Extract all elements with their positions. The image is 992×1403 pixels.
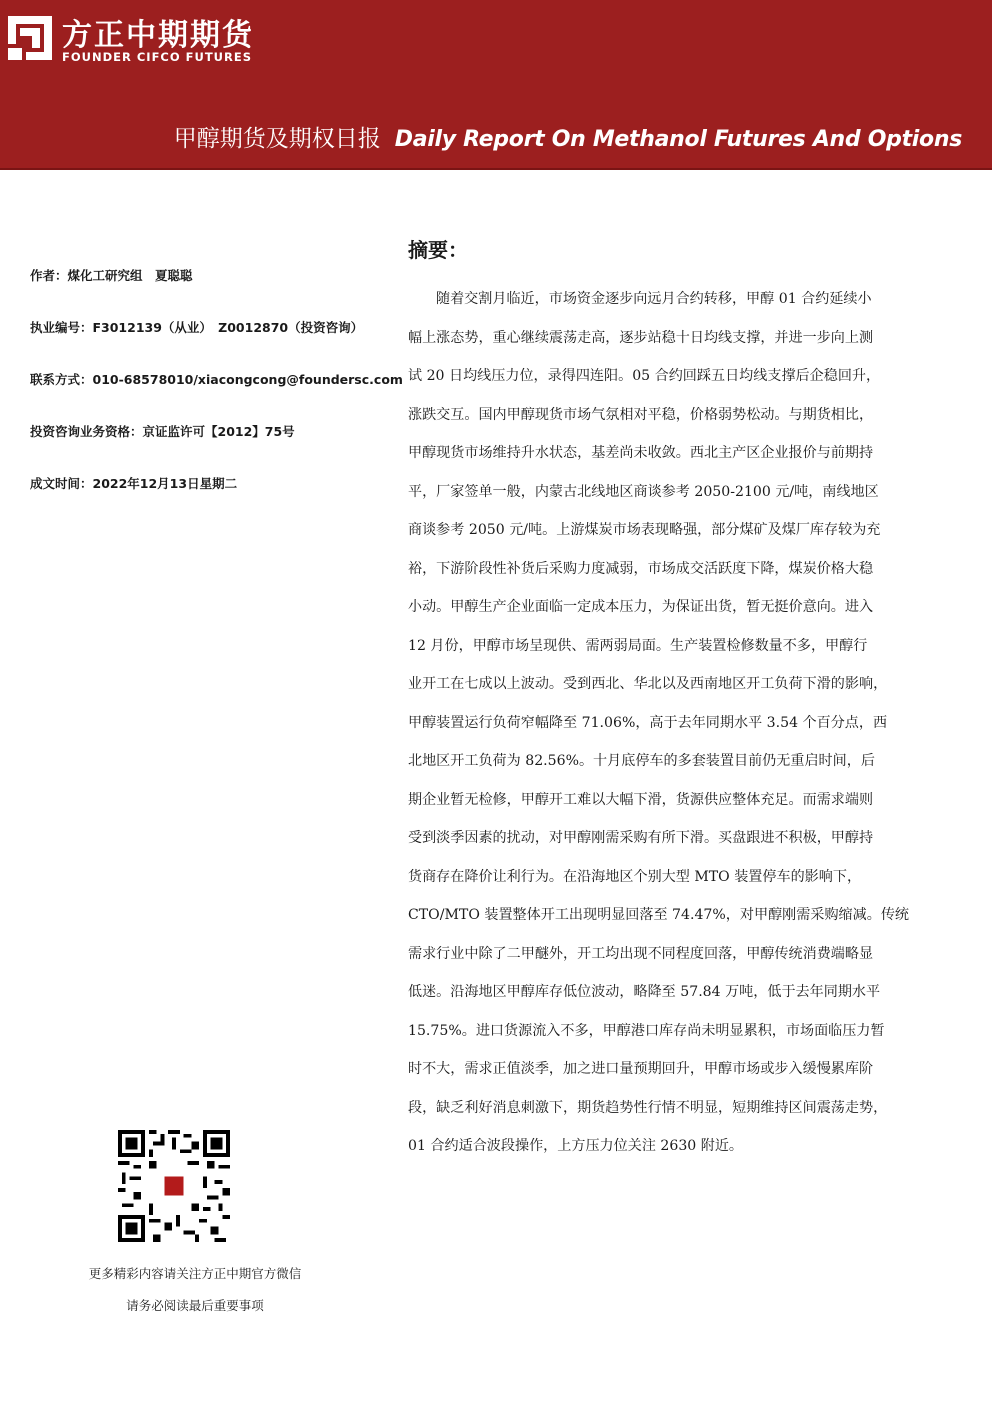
summary-body [408, 280, 978, 1166]
summary-line: 裕，下游阶段性补货后采购力度减弱，市场成交活跃度下降，煤炭价格大稳 [408, 560, 874, 577]
summary-line: 试 20 日均线压力位，录得四连阳。05 合约回踩五日均线支撑后企稳回升， [408, 368, 881, 384]
summary-line: CTO/MTO 装置整体开工出现明显回落至 74.47%，对甲醇刚需采购缩减。传统 [408, 907, 910, 923]
founder-logo-icon [6, 14, 54, 62]
contact-line: 联系方式：010-68578010/xiacongcong@foundersc.com [30, 372, 403, 387]
qr-caption-follow: 更多精彩内容请关注方正中期官方微信 [88, 1266, 302, 1281]
summary-line: 期企业暂无检修，甲醇开工难以大幅下滑，货源供应整体充足。而需求端则 [408, 791, 874, 808]
summary-line: 涨跌交互。国内甲醇现货市场气氛相对平稳，价格弱势松动。与期货相比， [408, 406, 874, 423]
author-line: 作者：煤化工研究组 夏聪聪 [30, 268, 193, 283]
company-name-en: FOUNDER CIFCO FUTURES [62, 50, 253, 64]
summary-line: 货商存在降价让利行为。在沿海地区个别大型 MTO 装置停车的影响下， [408, 868, 862, 885]
summary-line: 01 合约适合波段操作，上方压力位关注 2630 附近。 [408, 1138, 744, 1154]
report-title [174, 120, 962, 153]
summary-line: 段，缺乏利好消息刺激下，期货趋势性行情不明显，短期维持区间震荡走势， [408, 1099, 888, 1116]
summary-line: 北地区开工负荷为 82.56%。十月底停车的多套装置目前仍无重启时间，后 [408, 753, 875, 769]
company-name-cn: 方正中期期货 [62, 18, 254, 53]
summary-line: 业开工在七成以上波动。受到西北、华北以及西南地区开工负荷下滑的影响， [408, 676, 888, 692]
summary-title: 摘要： [408, 238, 468, 262]
summary-line: 小动。甲醇生产企业面临一定成本压力，为保证出货，暂无挺价意向。进入 [408, 599, 874, 615]
summary-line: 需求行业中除了二甲醚外，开工均出现不同程度回落，甲醇传统消费端略显 [408, 945, 874, 962]
summary-line: 平，厂家签单一般，内蒙古北线地区商谈参考 2050-2100 元/吨，南线地区 [408, 483, 879, 500]
summary-line: 时不大，需求正值淡季，加之进口量预期回升，甲醇市场或步入缓慢累库阶 [408, 1061, 874, 1077]
license-line: 执业编号：F3012139（从业） Z0012870（投资咨询） [30, 320, 364, 335]
report-title-en: Daily Report On Methanol Futures And Options [394, 127, 962, 152]
summary-line: 15.75%。进口货源流入不多，甲醇港口库存尚未明显累积，市场面临压力暂 [408, 1022, 885, 1039]
report-meta [30, 266, 403, 526]
summary-line: 低迷。沿海地区甲醇库存低位波动，略降至 57.84 万吨，低于去年同期水平 [408, 984, 881, 1000]
summary-line: 12 月份，甲醇市场呈现供、需两弱局面。生产装置检修数量不多，甲醇行 [408, 637, 868, 654]
summary-line: 商谈参考 2050 元/吨。上游煤炭市场表现略强，部分煤矿及煤厂库存较为充 [408, 522, 881, 538]
wechat-qr-code-icon [118, 1130, 230, 1242]
summary-line: 受到淡季因素的扰动，对甲醇刚需采购有所下滑。买盘跟进不积极，甲醇持 [408, 830, 874, 846]
report-title-cn: 甲醇期货及期权日报 [173, 126, 381, 152]
qualification-line: 投资咨询业务资格：京证监许可【2012】75号 [30, 424, 295, 439]
qr-caption-notice: 请务必阅读最后重要事项 [126, 1298, 264, 1313]
date-line: 成文时间：2022年12月13日星期二 [30, 476, 238, 491]
summary-line: 幅上涨态势，重心继续震荡走高，逐步站稳十日均线支撑，并进一步向上测 [408, 329, 874, 346]
report-header [0, 0, 992, 170]
header-divider [0, 168, 992, 170]
summary-line: 甲醇装置运行负荷窄幅降至 71.06%，高于去年同期水平 3.54 个百分点，西 [408, 714, 888, 731]
summary-line: 甲醇现货市场维持升水状态，基差尚未收敛。西北主产区企业报价与前期持 [408, 445, 874, 461]
summary-line: 随着交割月临近，市场资金逐步向远月合约转移，甲醇 01 合约延续小 [436, 291, 872, 307]
